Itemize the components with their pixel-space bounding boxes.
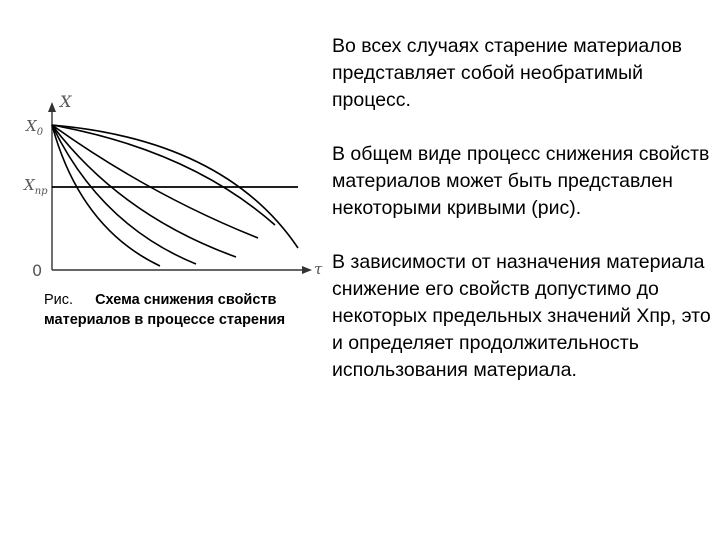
figure-caption (44, 290, 289, 330)
paragraph-3: В зависимости от назначения материала снижение его свойств допустимо до некоторых предельных значений Xпр, это и определяет продолжительность использования материала. (332, 251, 711, 381)
x-axis-label: τ (314, 260, 323, 278)
caption-text: Схема снижения свойств материалов в процессе старения (44, 292, 286, 328)
y-axis-label: X (60, 92, 72, 111)
xpr-label: $X_{пр}$ (24, 176, 48, 197)
paragraph-2: В общем виде процесс снижения свойств материалов может быть представлен некоторыми кривыми (рис). (332, 143, 710, 219)
aging-diagram (0, 0, 340, 290)
x-axis-arrow (302, 266, 312, 274)
aging-curve-2 (52, 125, 275, 225)
body-text (332, 33, 712, 411)
origin-label: 0 (32, 261, 43, 280)
caption-prefix: Рис. (44, 292, 74, 308)
aging-curves (52, 125, 298, 266)
x0-label: $X_0$ (26, 117, 44, 138)
y-axis-arrow (48, 102, 56, 112)
aging-curve-3 (52, 125, 258, 238)
paragraph-1: Во всех случаях старение материалов представляет собой необратимый процесс. (332, 35, 683, 111)
